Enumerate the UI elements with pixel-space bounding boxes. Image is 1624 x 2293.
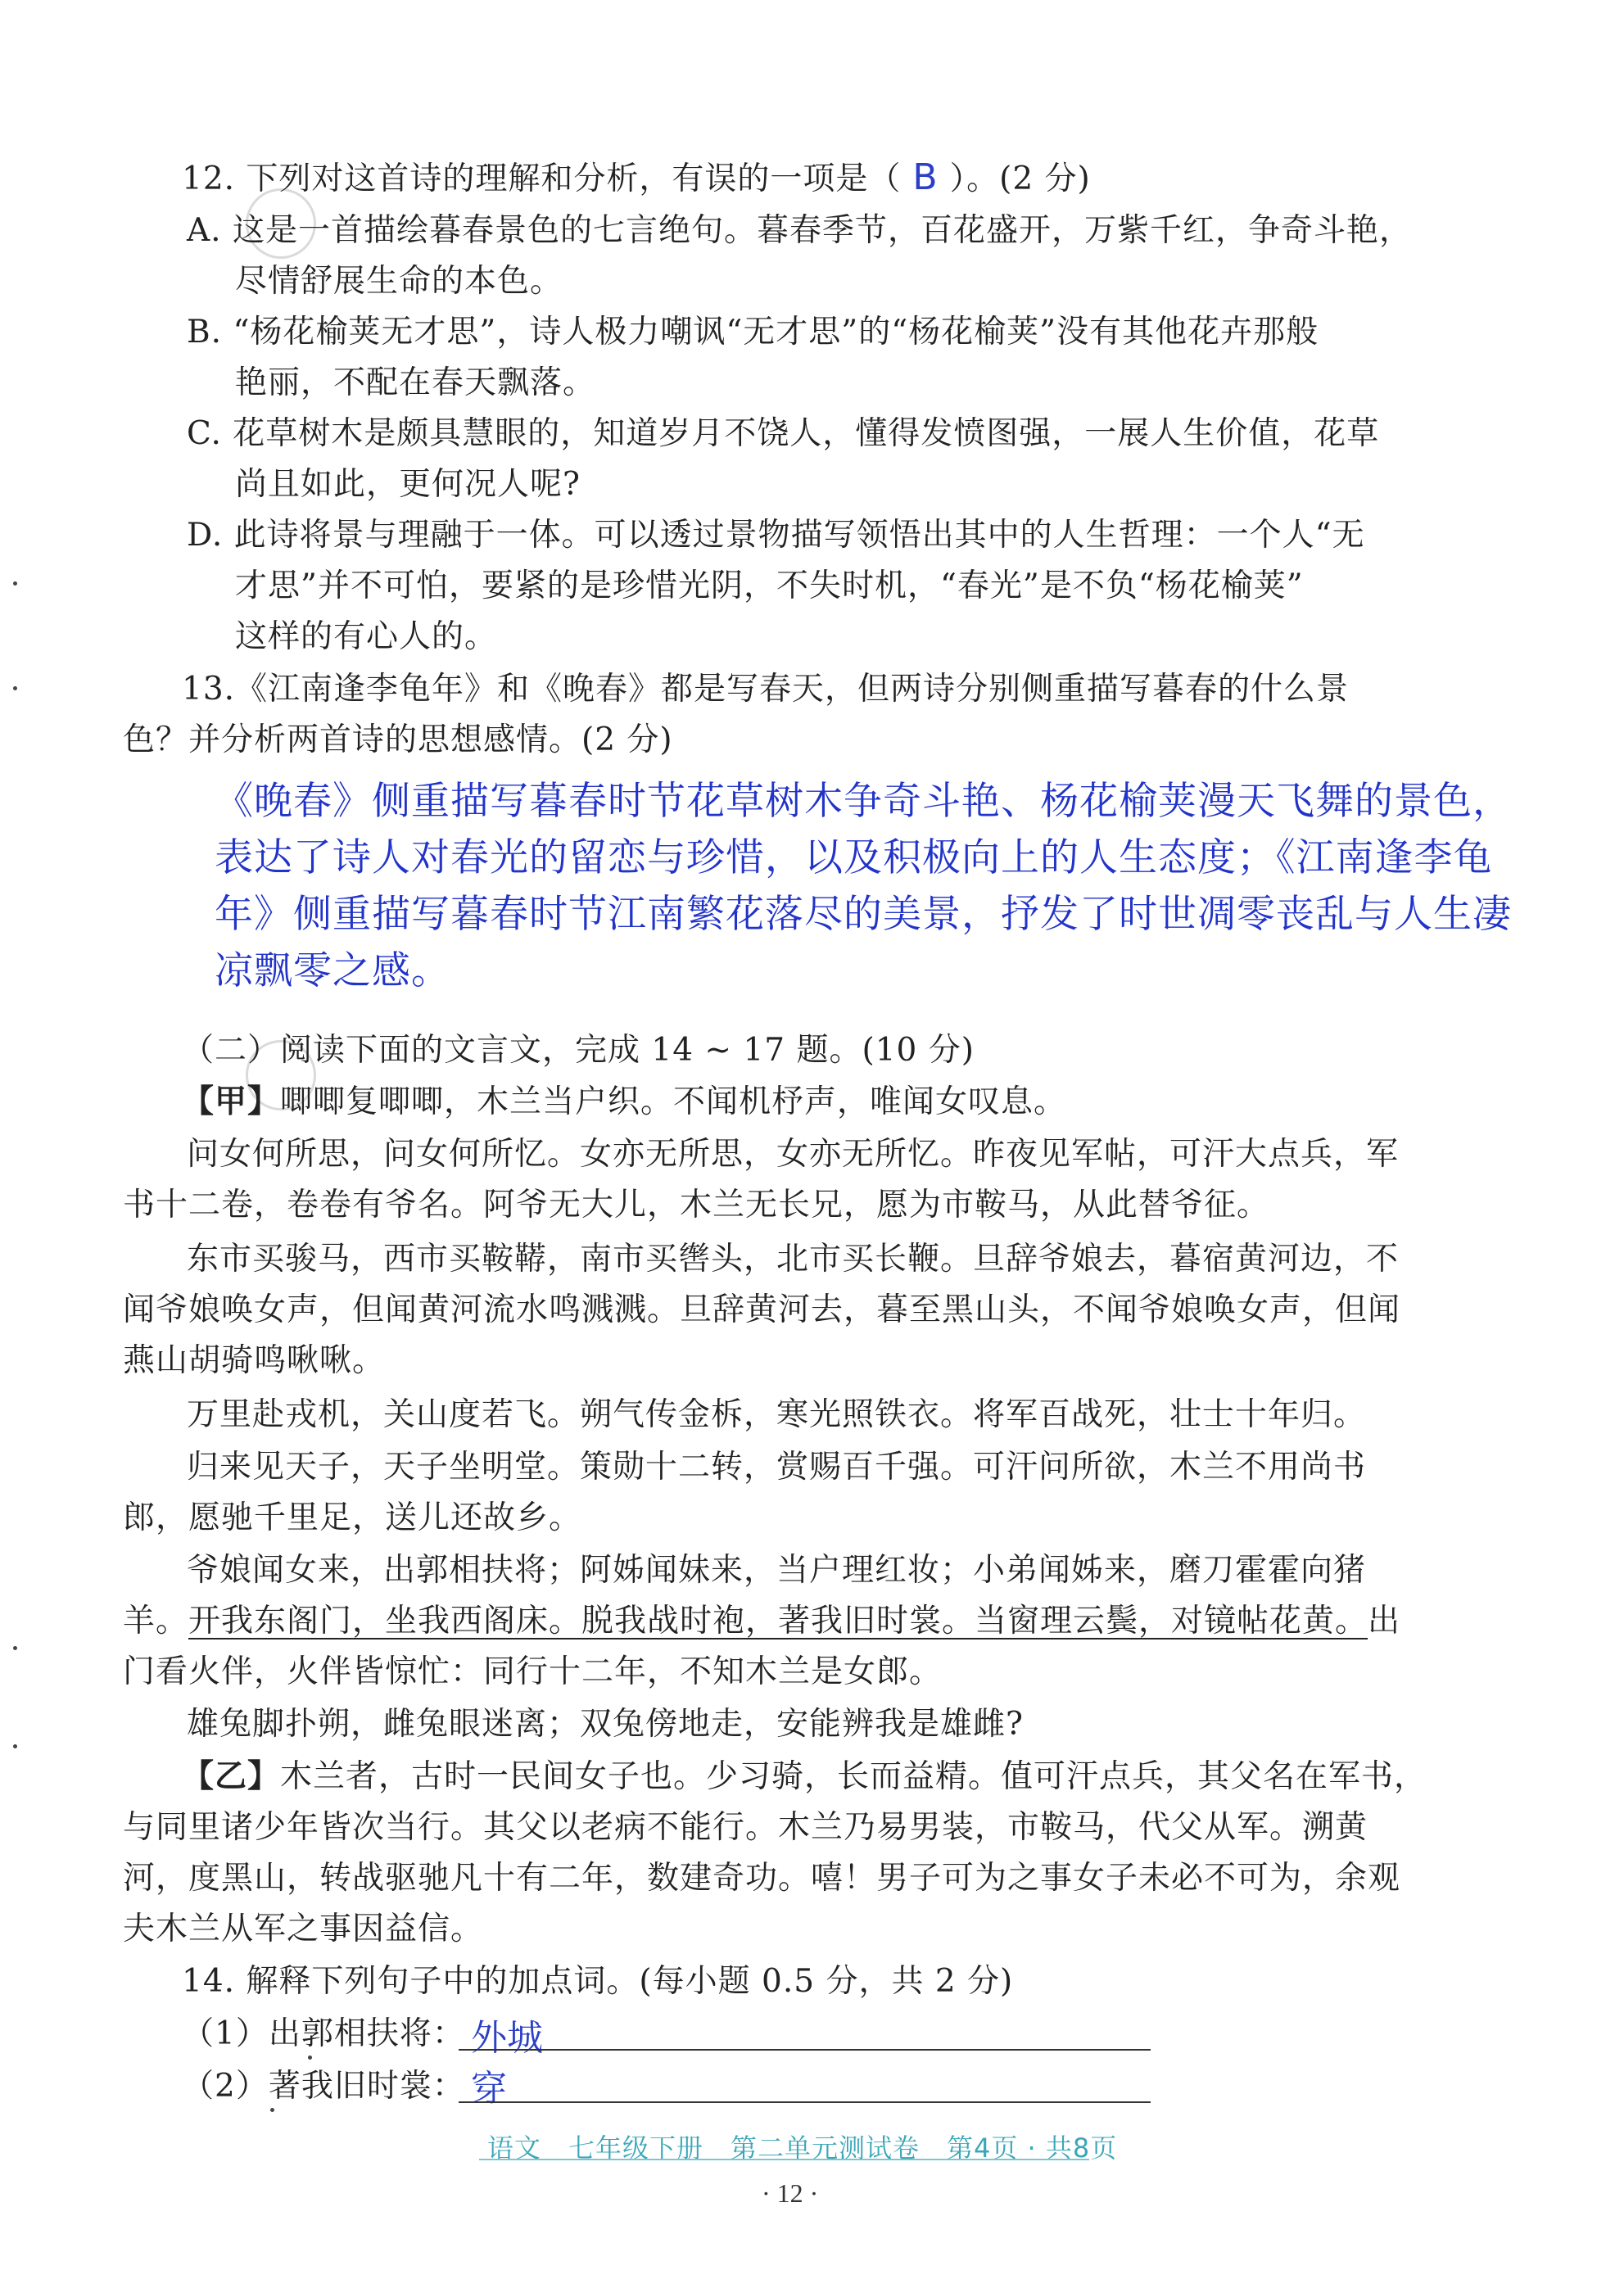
yi-line1: 【乙】木兰者，古时一民间女子也。少习骑，长而益精。值可汗点兵，其父名在军书， bbox=[182, 1758, 1427, 1795]
q12-option-a-line2: 尽情舒展生命的本色。 bbox=[235, 263, 563, 300]
q14-item1-answer: 外城 bbox=[471, 2017, 543, 2059]
margin-dot bbox=[13, 686, 17, 690]
footer-rule bbox=[479, 2159, 1089, 2160]
page-footer: 语文 七年级下册 第二单元测试卷 第4页 · 共8页 bbox=[487, 2132, 1118, 2164]
q12-option-d-line3: 这样的有心人的。 bbox=[235, 618, 498, 655]
q14-item1-blank bbox=[459, 2049, 1151, 2051]
yi-label: 【乙】 bbox=[182, 1758, 281, 1795]
p5-line2: 郎，愿驰千里足，送儿还故乡。 bbox=[123, 1499, 582, 1536]
q12-option-b-line1: B. “杨花榆荚无才思”，诗人极力嘲讽“无才思”的“杨花榆荚”没有其他花卉那般 bbox=[187, 314, 1319, 351]
margin-dot bbox=[13, 1646, 17, 1650]
p4-line1: 万里赴戎机，关山度若飞。朔气传金柝，寒光照铁衣。将军百战死，壮士十年归。 bbox=[187, 1396, 1367, 1433]
q12-option-c-line2: 尚且如此，更何况人呢? bbox=[235, 466, 581, 503]
p7-line1: 雄兔脚扑朔，雌兔眼迷离；双兔傍地走，安能辨我是雄雌? bbox=[187, 1706, 1024, 1743]
p3-line2: 闻爷娘唤女声，但闻黄河流水鸣溅溅。旦辞黄河去，暮至黑山头，不闻爷娘唤女声，但闻 bbox=[123, 1291, 1401, 1328]
jia-label: 【甲】 bbox=[182, 1083, 281, 1120]
q12-stem: 12. 下列对这首诗的理解和分析，有误的一项是（ B ）。(2 分) bbox=[182, 156, 1091, 198]
yi-line3: 河，度黑山，转战驱驰凡十有二年，数建奇功。嘻！男子可为之事女子未必不可为，余观 bbox=[123, 1860, 1401, 1897]
q14-item2-label: （2）著我旧时裳： bbox=[182, 2068, 465, 2105]
q12-option-a-line1: A. 这是一首描绘暮春景色的七言绝句。暮春季节，百花盛开，万紫千红，争奇斗艳， bbox=[187, 212, 1412, 249]
q13-answer-line3: 年》侧重描写暮春时节江南繁花落尽的美景，抒发了时世凋零丧乱与人生凄 bbox=[215, 892, 1512, 937]
yi-line4: 夫木兰从军之事因益信。 bbox=[123, 1911, 484, 1947]
p6-line1: 爷娘闻女来，出郭相扶将；阿姊闻妹来，当户理红妆；小弟闻姊来，磨刀霍霍向猪 bbox=[187, 1552, 1367, 1589]
emphasis-dot bbox=[308, 2056, 312, 2060]
q14-stem: 14. 解释下列句子中的加点词。(每小题 0.5 分，共 2 分) bbox=[182, 1963, 1014, 2000]
p6-line3: 门看火伴，火伴皆惊忙：同行十二年，不知木兰是女郎。 bbox=[123, 1653, 943, 1690]
p2-line2: 书十二卷，卷卷有爷名。阿爷无大儿，木兰无长兄，愿为市鞍马，从此替爷征。 bbox=[123, 1187, 1270, 1223]
q14-item2-blank bbox=[459, 2101, 1151, 2103]
q12-option-b-line2: 艳丽，不配在春天飘落。 bbox=[235, 364, 596, 401]
underlined-passage: 开我东阁门，坐我西阁床。脱我战时袍，著我旧时裳。当窗理云鬓，对镜帖花黄。 bbox=[188, 1603, 1368, 1639]
q12-option-c-line1: C. 花草树木是颇具慧眼的，知道岁月不饶人，懂得发愤图强，一展人生价值，花草 bbox=[187, 415, 1380, 452]
jia-first-line: 【甲】唧唧复唧唧，木兰当户织。不闻机杼声，唯闻女叹息。 bbox=[182, 1083, 1067, 1120]
page-number: · 12 · bbox=[762, 2178, 819, 2208]
q13-answer-line2: 表达了诗人对春光的留恋与珍惜，以及积极向上的人生态度；《江南逢李龟 bbox=[215, 835, 1493, 880]
p3-line3: 燕山胡骑鸣啾啾。 bbox=[123, 1342, 386, 1379]
q13-stem-line2: 色？并分析两首诗的思想感情。(2 分) bbox=[123, 721, 673, 758]
q12-option-d-line2: 才思”并不可怕，要紧的是珍惜光阴，不失时机，“春光”是不负“杨花榆荚” bbox=[235, 568, 1304, 604]
margin-dot bbox=[13, 581, 17, 586]
p2-line1: 问女何所思，问女何所忆。女亦无所思，女亦无所忆。昨夜见军帖，可汗大点兵，军 bbox=[187, 1136, 1400, 1173]
p5-line1: 归来见天子，天子坐明堂。策勋十二转，赏赐百千强。可汗问所欲，木兰不用尚书 bbox=[187, 1449, 1367, 1486]
q13-stem-line1: 13.《江南逢李龟年》和《晚春》都是写春天，但两诗分别侧重描写暮春的什么景 bbox=[182, 671, 1350, 708]
section2-heading: （二）阅读下面的文言文，完成 14 ~ 17 题。(10 分) bbox=[182, 1032, 975, 1069]
yi-line2: 与同里诸少年皆次当行。其父以老病不能行。木兰乃易男装，市鞍马，代父从军。溯黄 bbox=[123, 1809, 1368, 1846]
p3-line1: 东市买骏马，西市买鞍鞯，南市买辔头，北市买长鞭。旦辞爷娘去，暮宿黄河边，不 bbox=[187, 1241, 1400, 1278]
q13-answer-line4: 凉飘零之感。 bbox=[215, 948, 450, 993]
q14-item2-answer: 穿 bbox=[471, 2068, 507, 2110]
q12-answer: B bbox=[912, 156, 939, 198]
margin-dot bbox=[13, 1744, 17, 1748]
q13-answer-line1: 《晚春》侧重描写暮春时节花草树木争奇斗艳、杨花榆荚漫天飞舞的景色， bbox=[215, 779, 1512, 824]
q12-option-d-line1: D. 此诗将景与理融于一体。可以透过景物描写领悟出其中的人生哲理：一个人“无 bbox=[187, 517, 1365, 554]
q14-item1-label: （1）出郭相扶将： bbox=[182, 2015, 465, 2052]
emphasis-dot bbox=[270, 2108, 274, 2112]
p6-line2: 羊。开我东阁门，坐我西阁床。脱我战时袍，著我旧时裳。当窗理云鬓，对镜帖花黄。出 bbox=[123, 1603, 1401, 1639]
